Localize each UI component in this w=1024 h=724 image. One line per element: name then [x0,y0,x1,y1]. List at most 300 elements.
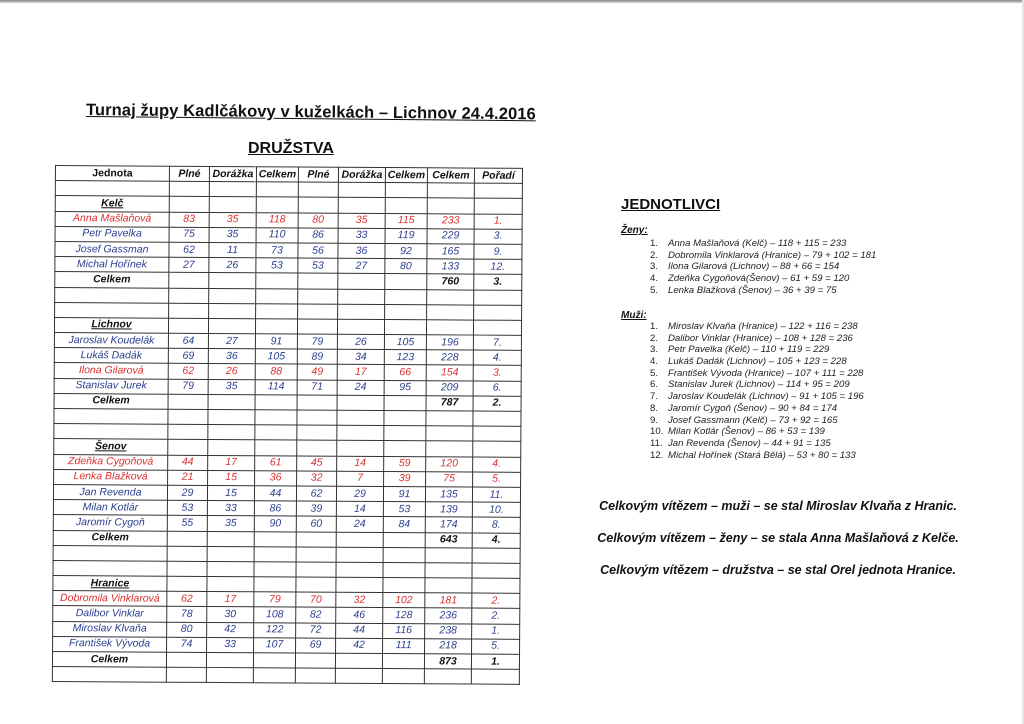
score-plne-2: 32 [297,471,337,486]
empty-cell [297,410,337,425]
score-plne-2: 72 [296,623,336,638]
individuals-section-title: JEDNOTLIVCI [621,196,721,213]
player-name: Dalibor Vinklar [53,606,167,622]
empty-cell [168,440,208,455]
empty-cell [425,578,472,593]
ranking-item [650,250,876,262]
ranking-number: 12. [650,449,664,461]
score-plne-2: 45 [297,456,337,471]
ranking-item [650,356,864,368]
score-celkem-2: 95 [384,380,426,395]
ranking-text: Petr Pavelka (Kelč) – 110 + 119 = 229 [668,344,830,356]
score-dorazka-2: 26 [337,334,384,349]
player-name: František Vývoda [53,636,167,652]
empty-cell [474,183,522,198]
empty-cell [298,273,338,288]
ranking-number: 3. [650,344,659,356]
score-celkem-total: 181 [425,593,472,608]
empty-cell [297,440,337,455]
score-celkem-2: 128 [383,608,425,623]
ranking-item [650,403,864,415]
ranking-text: Zdeňka Cygoňová(Šenov) – 61 + 59 = 120 [668,273,850,285]
empty-cell [54,424,168,440]
empty-cell [209,197,256,212]
empty-cell [207,561,254,576]
empty-cell [166,652,206,667]
empty-cell [296,562,336,577]
score-plne-2: 49 [297,364,337,379]
score-plne-1: 75 [169,227,209,242]
ranking-number: 1. [650,238,659,249]
score-celkem-2: 80 [385,259,427,274]
score-dorazka-2: 36 [338,243,385,258]
empty-cell [55,181,169,197]
column-header: Celkem [385,168,427,183]
ranking-item [650,438,864,450]
score-celkem-1: 61 [255,455,297,470]
score-poradi: 3. [473,365,521,380]
score-celkem-1: 36 [255,470,297,485]
score-celkem-total: 174 [425,517,472,532]
ranking-text: Jaromír Cygoň (Šenov) – 90 + 84 = 174 [668,402,838,414]
score-plne-2: 60 [296,516,336,531]
empty-cell [296,547,336,562]
score-plne-1: 74 [167,637,207,652]
winner-women: Celkovým vítězem – ženy – se stala Anna Mašlaňová z Kelče. [597,531,959,545]
empty-cell [385,274,427,289]
score-celkem-total: 196 [426,335,473,350]
score-celkem-2: 116 [383,623,425,638]
empty-cell [209,182,256,197]
player-name: Milan Kotlár [53,500,167,516]
score-poradi: 1. [474,214,522,229]
empty-cell [425,563,472,578]
empty-cell [427,289,474,304]
empty-cell [337,395,384,410]
score-poradi: 4. [473,457,521,472]
empty-cell [384,319,426,334]
empty-cell [473,426,521,441]
score-dorazka-2: 14 [337,456,384,471]
teams-table [52,165,523,685]
ranking-item [650,238,876,250]
team-rank: 4. [472,533,520,548]
empty-cell [208,394,255,409]
empty-cell [384,426,426,441]
player-name: Stanislav Jurek [54,378,168,394]
ranking-text: Lukáš Dadák (Lichnov) – 105 + 123 = 228 [668,356,847,368]
ranking-number: 2. [650,332,659,344]
empty-cell [169,303,209,318]
men-label: Muži: [621,310,647,321]
score-celkem-1: 108 [254,607,296,622]
score-celkem-total: 75 [426,472,473,487]
score-dorazka-2: 35 [338,213,385,228]
empty-cell [336,547,383,562]
empty-cell [54,408,168,424]
score-poradi: 12. [474,259,522,274]
score-plne-1: 79 [168,379,208,394]
empty-cell [474,290,522,305]
team-rank: 2. [473,396,521,411]
empty-cell [207,576,254,591]
empty-cell [169,181,209,196]
score-dorazka-2: 7 [337,471,384,486]
column-header: Pořadí [474,168,522,183]
score-celkem-1: 91 [255,334,297,349]
score-plne-2: 86 [298,228,338,243]
empty-cell [385,198,427,213]
ranking-item [650,344,864,356]
score-plne-1: 27 [169,257,209,272]
score-celkem-1: 110 [256,227,298,242]
ranking-item [650,391,864,403]
score-dorazka-1: 35 [209,212,256,227]
empty-cell [166,667,206,682]
score-celkem-1: 107 [254,638,296,653]
score-celkem-1: 86 [254,501,296,516]
score-celkem-2: 115 [385,213,427,228]
score-dorazka-1: 15 [208,470,255,485]
empty-cell [383,547,425,562]
ranking-number: 10. [650,426,664,438]
empty-cell [297,319,337,334]
empty-cell [254,562,296,577]
score-dorazka-2: 46 [336,608,383,623]
empty-cell [55,287,169,303]
ranking-number: 11. [650,437,663,449]
empty-cell [168,424,208,439]
empty-cell [427,304,474,319]
document-title: Turnaj župy Kadlčákovy v kuželkách – Lichnov 24.4.2016 [85,101,536,124]
score-dorazka-2: 34 [337,349,384,364]
team-total-score: 873 [424,654,471,669]
ranking-text: Milan Kotlár (Šenov) – 86 + 53 = 139 [668,426,825,438]
score-plne-2: 39 [296,501,336,516]
player-name: Michal Hořínek [55,257,169,273]
team-rank: 1. [471,654,519,669]
empty-cell [338,274,385,289]
team-rank: 3. [474,274,522,289]
score-celkem-2: 102 [383,593,425,608]
empty-cell [337,319,384,334]
ranking-text: Jan Revenda (Šenov) – 44 + 91 = 135 [668,437,831,449]
score-celkem-total: 139 [425,502,472,517]
empty-cell [384,395,426,410]
player-name: Petr Pavelka [55,226,169,242]
score-plne-2: 80 [298,213,338,228]
score-dorazka-2: 17 [337,365,384,380]
ranking-item [650,379,864,391]
women-ranking-list [650,238,876,296]
empty-cell [474,305,522,320]
men-ranking-list [650,321,864,461]
ranking-item [650,273,876,285]
score-celkem-total: 165 [427,244,474,259]
empty-cell [209,273,256,288]
scan-border-top [0,0,1024,3]
score-plne-1: 80 [167,622,207,637]
empty-cell [426,426,473,441]
empty-cell [208,440,255,455]
empty-cell [53,560,167,576]
empty-cell [254,531,296,546]
score-poradi: 1. [472,624,520,639]
score-dorazka-1: 26 [208,364,255,379]
score-celkem-2: 59 [384,456,426,471]
empty-cell [52,667,166,683]
empty-cell [207,546,254,561]
score-dorazka-1: 27 [208,334,255,349]
team-total-score: 760 [427,274,474,289]
score-dorazka-1: 35 [209,227,256,242]
score-plne-2: 69 [296,638,336,653]
empty-cell [426,411,473,426]
score-celkem-total: 228 [426,350,473,365]
empty-cell [297,425,337,440]
empty-cell [382,654,424,669]
score-dorazka-1: 17 [207,592,254,607]
empty-cell [168,318,208,333]
score-plne-1: 21 [168,470,208,485]
ranking-number: 4. [650,356,659,368]
score-celkem-1: 88 [255,364,297,379]
score-poradi: 8. [472,517,520,532]
empty-cell [384,411,426,426]
score-dorazka-2: 32 [336,592,383,607]
ranking-text: Dalibor Vinklar (Hranice) – 108 + 128 = 236 [668,332,853,344]
score-celkem-2: 92 [385,243,427,258]
score-dorazka-2: 14 [336,501,383,516]
score-celkem-total: 135 [425,487,472,502]
score-celkem-2: 105 [384,335,426,350]
score-poradi: 7. [473,335,521,350]
empty-cell [168,409,208,424]
ranking-text: Anna Mašlaňová (Kelč) – 118 + 115 = 233 [668,238,847,249]
empty-cell [295,668,335,683]
winner-teams: Celkovým vítězem – družstva – se stal Orel jednota Hranice. [600,563,956,577]
score-dorazka-2: 42 [336,638,383,653]
score-plne-2: 70 [296,592,336,607]
team-name: Lichnov [54,317,168,333]
empty-cell [336,562,383,577]
ranking-text: Dobromila Vinklarová (Hranice) – 79 + 102 = 181 [668,249,877,261]
player-name: Zdeňka Cygoňová [54,454,168,470]
ranking-text: Ilona Gilarová (Lichnov) – 88 + 66 = 154 [668,261,840,273]
empty-cell [472,578,520,593]
empty-cell [206,652,253,667]
score-dorazka-1: 26 [209,258,256,273]
empty-cell [426,441,473,456]
score-celkem-2: 119 [385,228,427,243]
column-header: Plné [298,167,338,182]
column-header: Celkem [256,167,298,182]
score-celkem-total: 209 [426,380,473,395]
empty-cell [256,288,298,303]
player-name: Jaroslav Koudelák [54,333,168,349]
score-plne-1: 83 [169,212,209,227]
score-celkem-total: 238 [425,623,472,638]
ranking-number: 5. [650,284,659,296]
score-plne-2: 56 [298,243,338,258]
player-name: Josef Gassman [55,241,169,257]
empty-cell [336,577,383,592]
player-name: Lukáš Dadák [54,348,168,364]
score-plne-1: 29 [167,485,207,500]
score-plne-1: 64 [168,333,208,348]
score-celkem-1: 105 [255,349,297,364]
score-celkem-2: 123 [384,350,426,365]
ranking-text: Lenka Blažková (Šenov) – 36 + 39 = 75 [668,284,837,296]
empty-cell [425,547,472,562]
score-celkem-1: 90 [254,516,296,531]
empty-cell [297,395,337,410]
empty-cell [167,576,207,591]
score-poradi: 5. [473,472,521,487]
empty-cell [338,182,385,197]
empty-cell [255,425,297,440]
ranking-item [650,450,864,462]
player-name: Miroslav Klvaňa [53,621,167,637]
empty-cell [473,441,521,456]
winner-men: Celkovým vítězem – muži – se stal Miroslav Klvaňa z Hranic. [599,499,957,513]
score-poradi: 11. [472,487,520,502]
empty-cell [473,320,521,335]
empty-cell [167,561,207,576]
empty-cell [383,562,425,577]
player-name: Ilona Gilarová [54,363,168,379]
score-celkem-total: 218 [425,639,472,654]
empty-cell [427,183,474,198]
score-dorazka-1: 33 [207,501,254,516]
spacer-row [52,667,519,685]
score-poradi: 3. [474,229,522,244]
score-dorazka-1: 11 [209,242,256,257]
score-plne-2: 89 [297,349,337,364]
empty-cell [298,197,338,212]
score-plne-1: 78 [167,607,207,622]
empty-cell [298,288,338,303]
empty-cell [338,289,385,304]
score-dorazka-2: 33 [338,228,385,243]
empty-cell [169,288,209,303]
column-header-jednota: Jednota [55,166,169,182]
score-celkem-1: 79 [254,592,296,607]
score-celkem-total: 233 [427,213,474,228]
empty-cell [169,197,209,212]
score-plne-2: 62 [296,486,336,501]
score-dorazka-1: 33 [207,637,254,652]
ranking-item [650,415,864,427]
empty-cell [385,289,427,304]
empty-cell [298,182,338,197]
score-dorazka-1: 17 [208,455,255,470]
score-poradi: 10. [472,502,520,517]
empty-cell [209,288,256,303]
score-dorazka-2: 27 [338,258,385,273]
empty-cell [256,303,298,318]
team-total-label: Celkem [55,272,169,288]
score-dorazka-2: 24 [337,380,384,395]
score-celkem-2: 39 [384,471,426,486]
empty-cell [167,546,207,561]
empty-cell [296,531,336,546]
ranking-number: 5. [650,367,659,379]
score-plne-2: 79 [297,334,337,349]
empty-cell [471,669,519,684]
ranking-text: František Vývoda (Hranice) – 107 + 111 = 228 [668,367,864,379]
score-dorazka-2: 24 [336,517,383,532]
empty-cell [295,653,335,668]
empty-cell [474,198,522,213]
ranking-item [650,285,876,297]
ranking-text: Jaroslav Koudelák (Lichnov) – 91 + 105 = 196 [668,391,864,403]
empty-cell [207,531,254,546]
ranking-number: 8. [650,402,659,414]
ranking-number: 2. [650,249,659,261]
score-celkem-1: 118 [256,212,298,227]
empty-cell [298,304,338,319]
empty-cell [473,411,521,426]
score-celkem-2: 84 [383,517,425,532]
empty-cell [167,531,207,546]
score-dorazka-1: 42 [207,622,254,637]
ranking-item [650,333,864,345]
empty-cell [472,563,520,578]
ranking-number: 3. [650,261,659,273]
ranking-number: 4. [650,273,659,285]
empty-cell [336,532,383,547]
score-poradi: 4. [473,350,521,365]
score-celkem-total: 229 [427,229,474,244]
player-name: Jaromír Cygoň [53,515,167,531]
score-celkem-2: 53 [383,502,425,517]
empty-cell [383,532,425,547]
ranking-item [650,321,864,333]
team-name: Hranice [53,576,167,592]
empty-cell [424,669,471,684]
score-dorazka-1: 30 [207,607,254,622]
score-celkem-1: 122 [254,622,296,637]
score-dorazka-2: 44 [336,623,383,638]
score-poradi: 9. [474,244,522,259]
empty-cell [335,668,382,683]
empty-cell [385,304,427,319]
empty-cell [253,653,295,668]
score-plne-1: 55 [167,516,207,531]
score-celkem-1: 44 [254,486,296,501]
ranking-item [650,261,876,273]
player-name: Dobromila Vinklarová [53,591,167,607]
score-poradi: 2. [472,608,520,623]
empty-cell [337,410,384,425]
player-name: Anna Mašlaňová [55,211,169,227]
team-total-score: 643 [425,532,472,547]
ranking-number: 9. [650,414,659,426]
score-plne-1: 69 [168,348,208,363]
empty-cell [256,182,298,197]
empty-cell [337,441,384,456]
empty-cell [338,198,385,213]
empty-cell [254,577,296,592]
player-name: Jan Revenda [53,484,167,500]
women-label: Ženy: [621,225,648,236]
empty-cell [385,183,427,198]
score-celkem-total: 120 [426,456,473,471]
empty-cell [209,303,256,318]
empty-cell [255,410,297,425]
empty-cell [253,668,295,683]
